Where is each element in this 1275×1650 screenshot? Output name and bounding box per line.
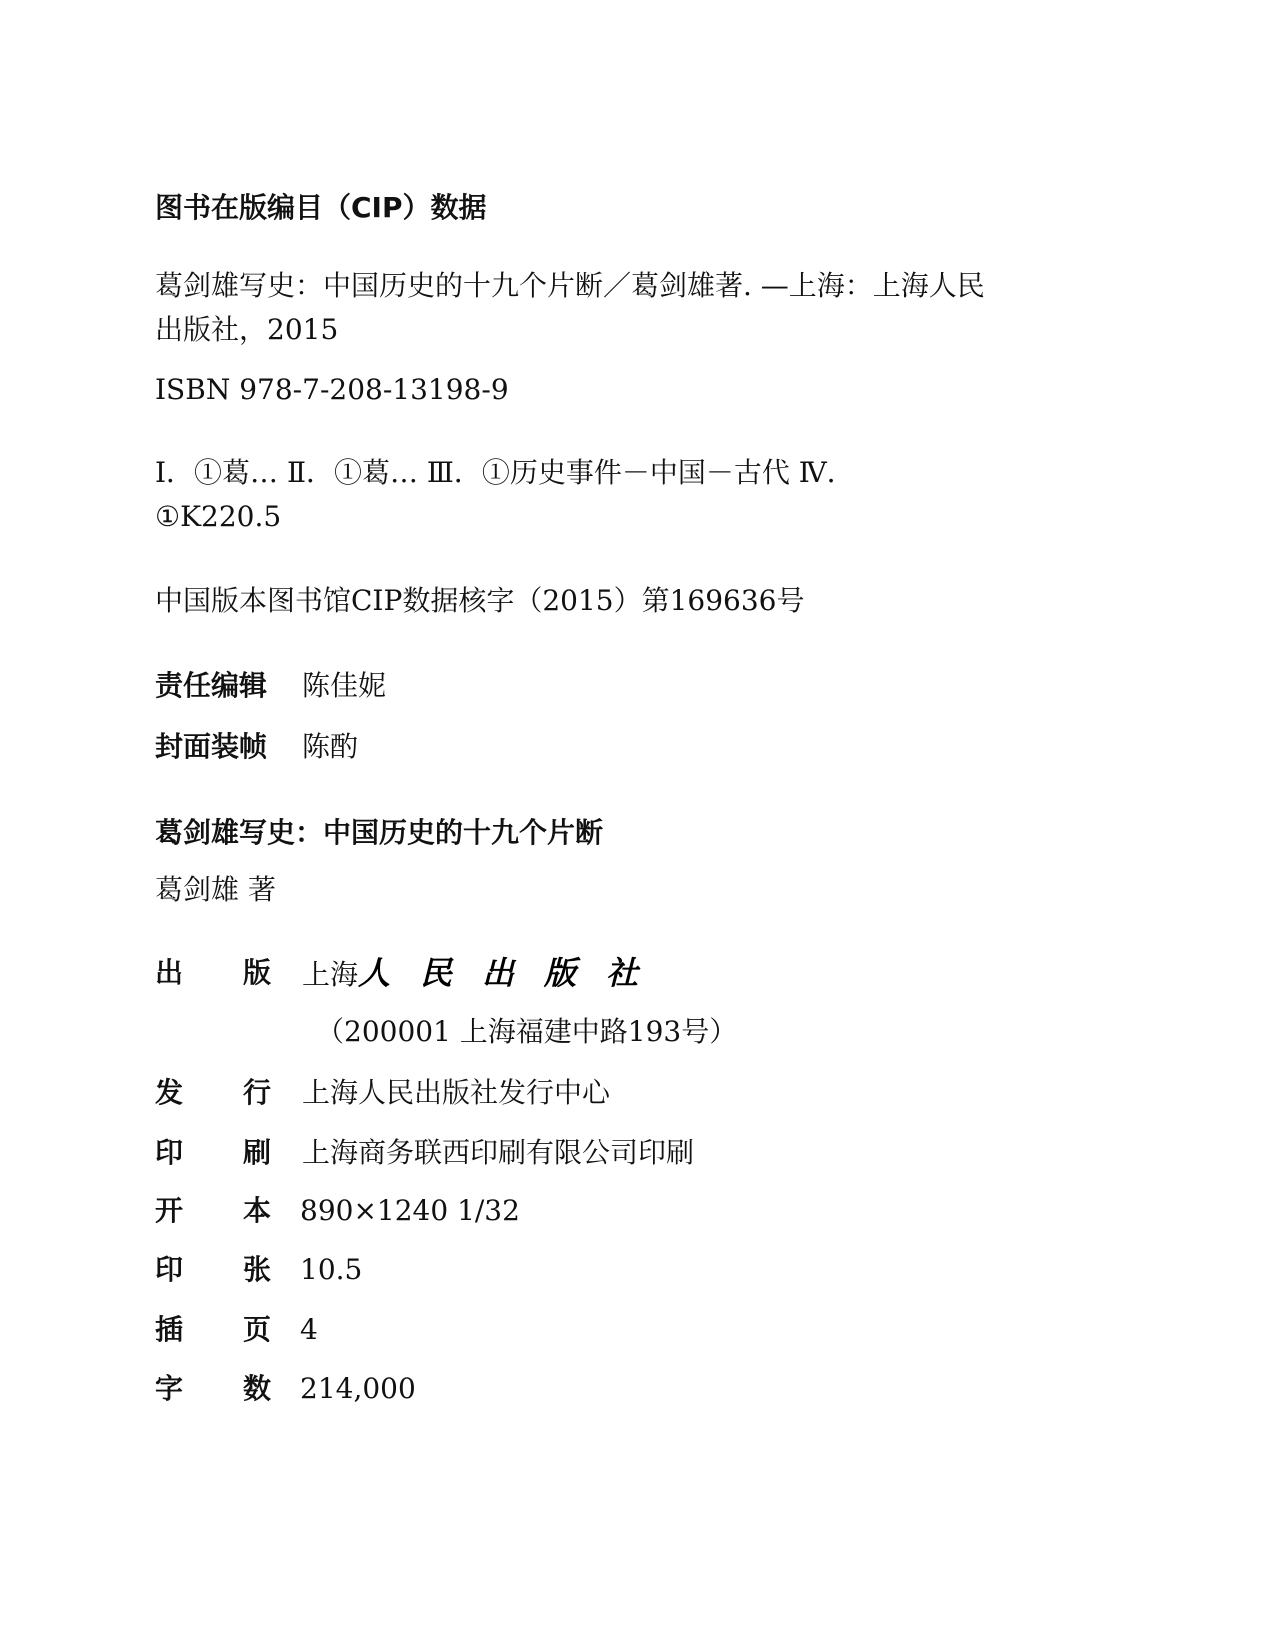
label-char: 本	[243, 1194, 272, 1227]
spec-value: 890×1240 1/32	[300, 1194, 520, 1227]
spec-value: 4	[300, 1313, 318, 1346]
book-title: 葛剑雄写史：中国历史的十九个片断	[155, 816, 604, 849]
label-char: 出	[155, 956, 184, 989]
cip-record-line-2: 出版社，2015	[155, 313, 339, 346]
classification-line-2: ①K220.5	[155, 500, 282, 533]
label-char: 数	[243, 1372, 272, 1405]
cover-name: 陈酌	[302, 730, 359, 763]
label-char: 刷	[243, 1136, 272, 1169]
label-char: 字	[155, 1372, 184, 1405]
label-char: 印	[155, 1136, 184, 1169]
label-char: 版	[243, 956, 272, 989]
editor-label: 责任编辑	[155, 669, 268, 702]
classification-line-1: Ⅰ．①葛… Ⅱ．①葛… Ⅲ．①历史事件－中国－古代 Ⅳ．	[155, 456, 855, 489]
label-char: 页	[243, 1313, 272, 1346]
label-char: 行	[243, 1076, 272, 1109]
spec-value: 上海人民出版社发行中心	[302, 1076, 611, 1109]
spec-value: 214,000	[300, 1372, 416, 1405]
publisher-address: （200001 上海福建中路193号）	[316, 1015, 738, 1048]
cip-heading: 图书在版编目（CIP）数据	[155, 191, 487, 224]
publisher-place: 上海	[302, 958, 359, 991]
publisher-value	[302, 955, 668, 993]
cip-number: 中国版本图书馆CIP数据核字（2015）第169636号	[155, 584, 805, 617]
cover-label: 封面装帧	[155, 730, 268, 763]
label-char: 发	[155, 1076, 184, 1109]
label-char: 插	[155, 1313, 184, 1346]
label-char: 张	[243, 1253, 272, 1286]
spec-value: 上海商务联西印刷有限公司印刷	[302, 1136, 695, 1169]
label-char: 印	[155, 1253, 184, 1286]
editor-name: 陈佳妮	[302, 669, 387, 702]
label-char: 开	[155, 1194, 184, 1227]
isbn: ISBN 978-7-208-13198-9	[155, 373, 509, 406]
spec-value: 10.5	[300, 1253, 363, 1286]
publisher-logo: 人民出版社	[358, 954, 669, 992]
cip-record-line-1: 葛剑雄写史：中国历史的十九个片断／葛剑雄著. —上海：上海人民	[155, 269, 985, 302]
author-line: 葛剑雄 著	[155, 873, 276, 906]
